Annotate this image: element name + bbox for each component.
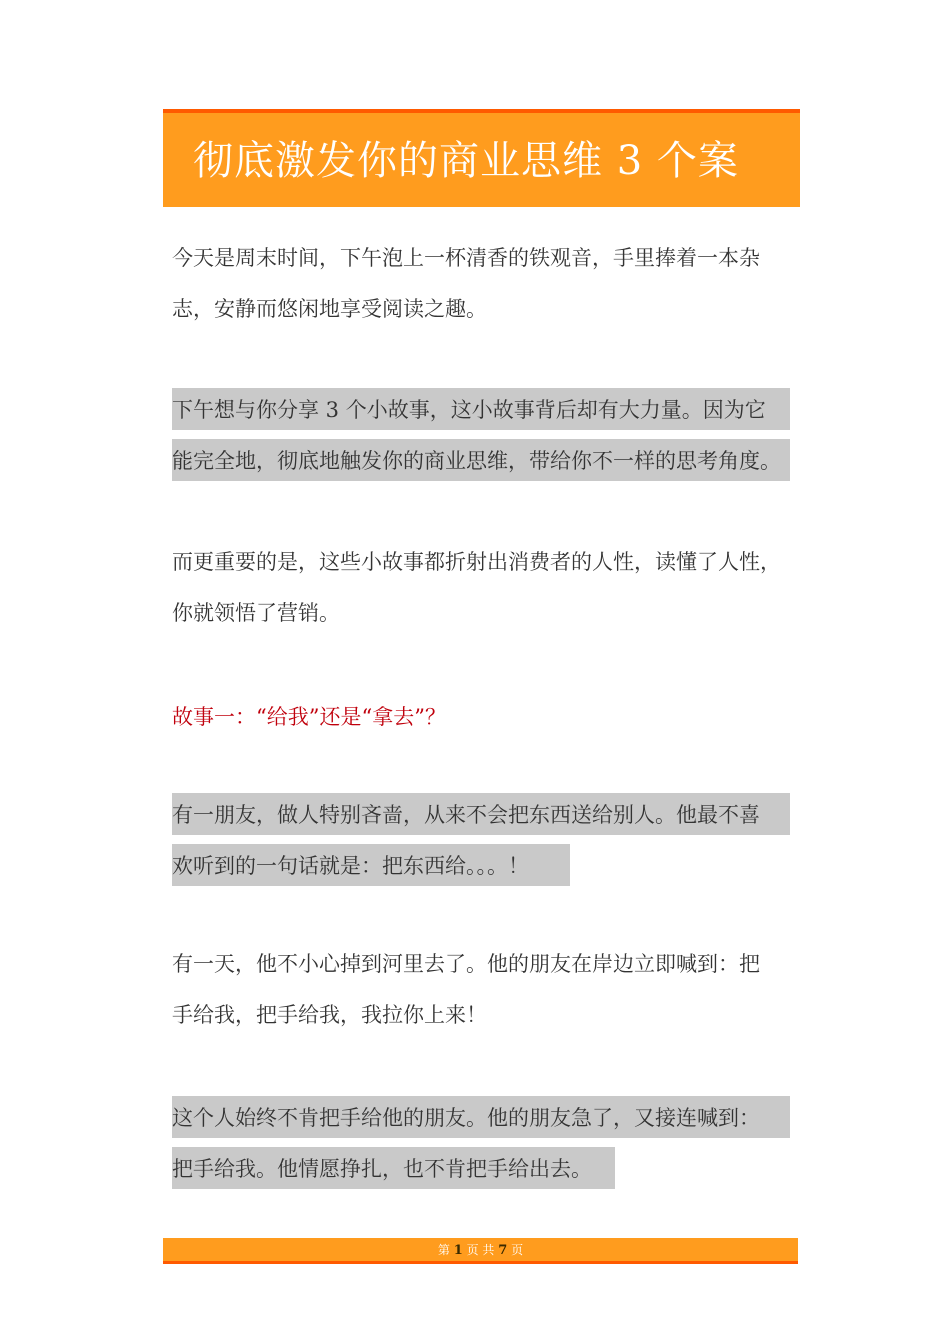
footer-middle: 页 共	[466, 1243, 495, 1257]
title-banner	[163, 109, 800, 207]
paragraph-refuse-highlighted	[172, 1096, 792, 1189]
text-line: 手给我，把手给我，我拉你上来！	[172, 1003, 487, 1027]
paragraph-share-highlighted	[172, 388, 792, 481]
paragraph-intro	[172, 236, 792, 338]
heading-text: 故事一：“给我”还是“拿去”？	[172, 705, 446, 729]
text-line: 而更重要的是，这些小故事都折射出消费者的人性，读懂了人性，	[172, 550, 781, 574]
text-line: 把手给我。他情愿挣扎，也不肯把手给出去。	[172, 1147, 615, 1189]
footer-suffix: 页	[511, 1243, 524, 1257]
text-line: 这个人始终不肯把手给他的朋友。他的朋友急了，又接连喊到：	[172, 1096, 790, 1138]
current-page-number: 1	[453, 1243, 463, 1258]
story-one-heading	[172, 695, 792, 746]
paragraph-importance	[172, 540, 792, 642]
text-line: 能完全地，彻底地触发你的商业思维，带给你不一样的思考角度。	[172, 439, 790, 481]
text-line: 欢听到的一句话就是：把东西给。。。！	[172, 844, 570, 886]
text-line: 今天是周末时间，下午泡上一杯清香的铁观音，手里捧着一本杂	[172, 246, 760, 270]
total-page-number: 7	[498, 1243, 508, 1258]
text-line: 有一朋友，做人特别吝啬，从来不会把东西送给别人。他最不喜	[172, 793, 790, 835]
footer-prefix: 第	[437, 1243, 450, 1257]
text-line: 你就领悟了营销。	[172, 601, 340, 625]
page-footer	[163, 1238, 798, 1264]
paragraph-river	[172, 942, 792, 1044]
text-line: 志，安静而悠闲地享受阅读之趣。	[172, 297, 487, 321]
document-title: 彻底激发你的商业思维 3 个案	[193, 138, 739, 184]
text-line: 有一天，他不小心掉到河里去了。他的朋友在岸边立即喊到：把	[172, 952, 760, 976]
paragraph-stingy-friend-highlighted	[172, 793, 792, 886]
text-line: 下午想与你分享 3 个小故事，这小故事背后却有大力量。因为它	[172, 388, 790, 430]
